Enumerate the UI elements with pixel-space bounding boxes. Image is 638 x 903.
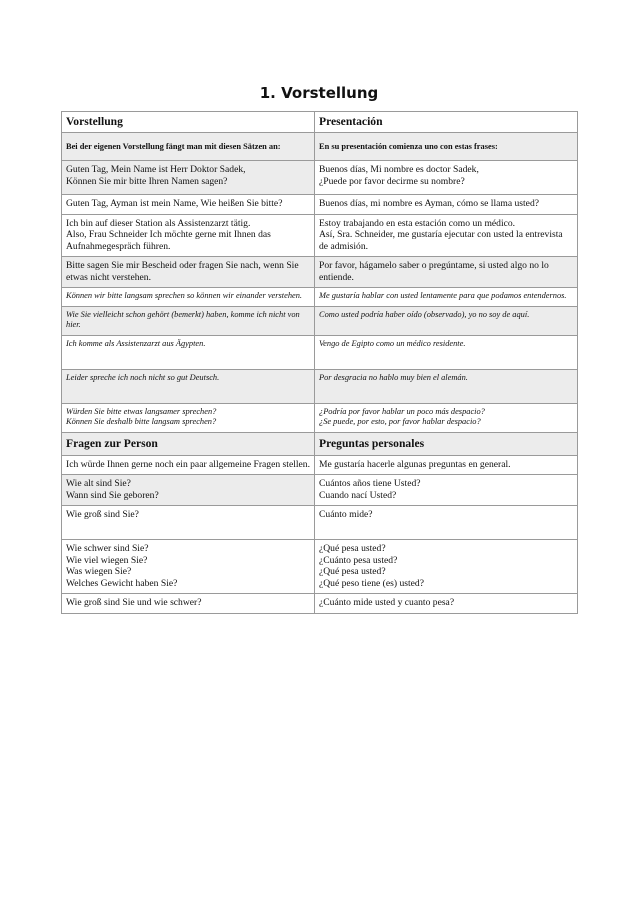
cell-german bbox=[62, 403, 315, 432]
table-row bbox=[62, 306, 578, 335]
line: ¿Qué pesa usted? bbox=[319, 566, 386, 577]
table-row bbox=[62, 161, 578, 195]
intro-spanish: En su presentación comienza uno con estas frases: bbox=[315, 133, 578, 161]
cell-spanish bbox=[315, 403, 578, 432]
line: Cuántos años tiene Usted? bbox=[319, 478, 421, 489]
line: ¿Cuánto mide usted y cuanto pesa? bbox=[319, 597, 455, 608]
line: Wann sind Sie geboren? bbox=[66, 489, 159, 501]
line: Wie Sie vielleicht schon gehört (bemerkt) haben, komme ich nicht von hier. bbox=[66, 309, 300, 329]
header-spanish: Presentación bbox=[315, 112, 578, 133]
line: Wie groß sind Sie und wie schwer? bbox=[66, 597, 202, 608]
line: Welches Gewicht haben Sie? bbox=[66, 577, 178, 589]
cell-spanish bbox=[315, 214, 578, 257]
line: Also, Frau Schneider Ich möchte gerne mit Ihnen das Aufnahmegespräch führen. bbox=[66, 229, 271, 252]
line: Me gustaría hablar con usted lentamente para que podamos entendernos. bbox=[319, 291, 567, 300]
table-row bbox=[62, 540, 578, 594]
table-row bbox=[62, 214, 578, 257]
line: Würden Sie bitte etwas langsamer sprechen? bbox=[66, 406, 217, 416]
line: Wie schwer sind Sie? bbox=[66, 543, 149, 554]
line: ¿Qué peso tiene (es) usted? bbox=[319, 577, 424, 589]
section-german: Fragen zur Person bbox=[62, 432, 315, 455]
cell-spanish bbox=[315, 455, 578, 475]
line: Bitte sagen Sie mir Bescheid oder fragen Sie nach, wenn Sie etwas nicht verstehen. bbox=[66, 260, 299, 283]
vocabulary-table bbox=[61, 111, 578, 614]
cell-spanish bbox=[315, 195, 578, 215]
line: Was wiegen Sie? bbox=[66, 566, 132, 577]
cell-german bbox=[62, 540, 315, 594]
cell-spanish bbox=[315, 594, 578, 614]
table-row bbox=[62, 369, 578, 403]
section-spanish: Preguntas personales bbox=[315, 432, 578, 455]
table-header-row bbox=[62, 112, 578, 133]
intro-german: Bei der eigenen Vorstellung fängt man mit diesen Sätzen an: bbox=[62, 133, 315, 161]
cell-german bbox=[62, 288, 315, 307]
line: Me gustaría hacerle algunas preguntas en general. bbox=[319, 458, 511, 470]
line: Cuando nací Usted? bbox=[319, 489, 397, 501]
intro-row bbox=[62, 133, 578, 161]
line: Cuánto mide? bbox=[319, 509, 373, 520]
line: Leider spreche ich noch nicht so gut Deutsch. bbox=[66, 372, 220, 382]
cell-german bbox=[62, 161, 315, 195]
line: Por favor, hágamelo saber o pregúntame, si usted algo no lo entiende. bbox=[319, 260, 549, 283]
line: Ich bin auf dieser Station als Assistenzarzt tätig. bbox=[66, 217, 251, 229]
line: ¿Qué pesa usted? bbox=[319, 543, 386, 554]
line: Buenos días, Mi nombre es doctor Sadek, bbox=[319, 164, 479, 175]
line: ¿Puede por favor decirme su nombre? bbox=[319, 175, 465, 187]
cell-german bbox=[62, 195, 315, 215]
cell-german bbox=[62, 257, 315, 288]
cell-german bbox=[62, 335, 315, 369]
table-row bbox=[62, 475, 578, 506]
header-german: Vorstellung bbox=[62, 112, 315, 133]
cell-german bbox=[62, 306, 315, 335]
cell-spanish bbox=[315, 369, 578, 403]
page-title: 1. Vorstellung bbox=[259, 84, 379, 102]
section-header-row bbox=[62, 432, 578, 455]
table-row bbox=[62, 506, 578, 540]
line: Ich komme als Assistenzarzt aus Ägypten. bbox=[66, 338, 206, 348]
cell-german bbox=[62, 214, 315, 257]
line: Wie alt sind Sie? bbox=[66, 478, 131, 489]
table-row bbox=[62, 403, 578, 432]
line: Wie viel wiegen Sie? bbox=[66, 554, 148, 566]
line: Así, Sra. Schneider, me gustaría ejecutar con usted la entrevista de admisión. bbox=[319, 229, 563, 252]
line: Como usted podría haber oído (observado), yo no soy de aquí. bbox=[319, 309, 530, 319]
cell-german bbox=[62, 369, 315, 403]
table-row bbox=[62, 257, 578, 288]
cell-spanish bbox=[315, 540, 578, 594]
table-row bbox=[62, 335, 578, 369]
cell-spanish bbox=[315, 257, 578, 288]
cell-german bbox=[62, 475, 315, 506]
cell-spanish bbox=[315, 335, 578, 369]
cell-spanish bbox=[315, 306, 578, 335]
line: ¿Se puede, por esto, por favor hablar despacio? bbox=[319, 417, 481, 426]
line: Können Sie deshalb bitte langsam sprechen? bbox=[66, 417, 217, 426]
cell-spanish bbox=[315, 475, 578, 506]
cell-german bbox=[62, 506, 315, 540]
line: Buenos días, mi nombre es Ayman, cómo se llama usted? bbox=[319, 198, 539, 209]
line: Wie groß sind Sie? bbox=[66, 509, 139, 520]
cell-spanish bbox=[315, 161, 578, 195]
line: Guten Tag, Ayman ist mein Name, Wie heißen Sie bitte? bbox=[66, 198, 283, 209]
line: Guten Tag, Mein Name ist Herr Doktor Sadek, bbox=[66, 164, 246, 175]
line: Ich würde Ihnen gerne noch ein paar allgemeine Fragen stellen. bbox=[66, 458, 311, 470]
table-row bbox=[62, 288, 578, 307]
line: ¿Cuánto pesa usted? bbox=[319, 554, 398, 566]
line: Können Sie mir bitte Ihren Namen sagen? bbox=[66, 175, 228, 187]
table-row bbox=[62, 594, 578, 614]
cell-spanish bbox=[315, 288, 578, 307]
table-row bbox=[62, 195, 578, 215]
table-row bbox=[62, 455, 578, 475]
line: Por desgracia no hablo muy bien el alemán. bbox=[319, 372, 468, 382]
line: Vengo de Egipto como un médico residente. bbox=[319, 338, 466, 348]
line: Estoy trabajando en esta estación como un médico. bbox=[319, 217, 516, 229]
cell-german bbox=[62, 594, 315, 614]
line: Können wir bitte langsam sprechen so können wir einander verstehen. bbox=[66, 291, 303, 300]
cell-german bbox=[62, 455, 315, 475]
line: ¿Podría por favor hablar un poco más despacio? bbox=[319, 406, 485, 416]
cell-spanish bbox=[315, 506, 578, 540]
